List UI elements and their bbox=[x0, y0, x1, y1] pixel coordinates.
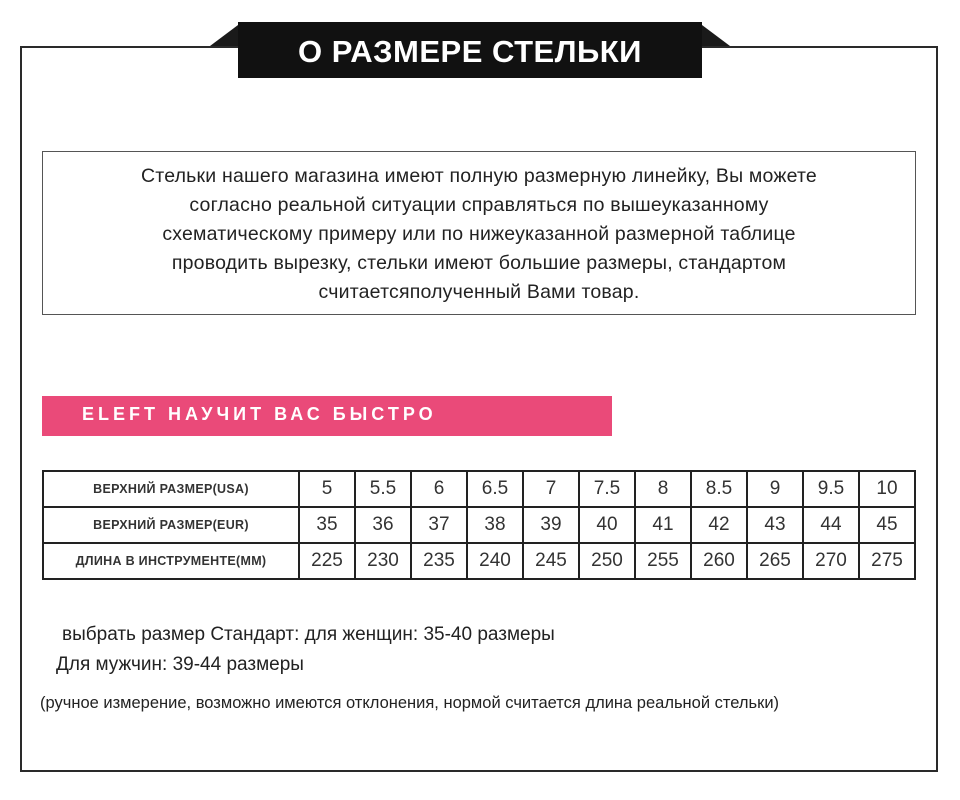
size-table bbox=[42, 470, 916, 580]
notice-line: считаетсяполученный Вами товар. bbox=[318, 281, 640, 303]
table-row bbox=[43, 507, 915, 543]
table-cell: 45 bbox=[859, 507, 915, 543]
table-cell: 235 bbox=[411, 543, 467, 579]
table-cell: 42 bbox=[691, 507, 747, 543]
table-cell: 275 bbox=[859, 543, 915, 579]
table-cell: 8.5 bbox=[691, 471, 747, 507]
table-cell: 38 bbox=[467, 507, 523, 543]
banner-right-fold bbox=[698, 22, 730, 46]
notice-box bbox=[42, 151, 916, 315]
table-cell: 9 bbox=[747, 471, 803, 507]
table-cell: 36 bbox=[355, 507, 411, 543]
promo-bar bbox=[42, 396, 612, 436]
notice-line: Стельки нашего магазина имеют полную размерную линейку, Вы можете bbox=[141, 165, 817, 187]
table-cell: 10 bbox=[859, 471, 915, 507]
table-cell: 240 bbox=[467, 543, 523, 579]
table-cell: 8 bbox=[635, 471, 691, 507]
table-cell: 44 bbox=[803, 507, 859, 543]
table-cell: 230 bbox=[355, 543, 411, 579]
table-cell: 245 bbox=[523, 543, 579, 579]
notice-line: проводить вырезку, стельки имеют большие размеры, стандартом bbox=[171, 252, 787, 274]
row-label: ВЕРХНИЙ РАЗМЕР(USA) bbox=[43, 471, 299, 507]
row-label: ДЛИНА В ИНСТРУМЕНТЕ(MM) bbox=[43, 543, 299, 579]
table-cell: 5.5 bbox=[355, 471, 411, 507]
table-cell: 270 bbox=[803, 543, 859, 579]
table-cell: 5 bbox=[299, 471, 355, 507]
table-cell: 41 bbox=[635, 507, 691, 543]
table-cell: 37 bbox=[411, 507, 467, 543]
page-title: О РАЗМЕРЕ СТЕЛЬКИ bbox=[238, 22, 702, 78]
table-cell: 255 bbox=[635, 543, 691, 579]
footnote: (ручное измерение, возможно имеются отклонения, нормой считается длина реальной стельки) bbox=[40, 694, 780, 712]
table-row bbox=[43, 543, 915, 579]
table-cell: 6 bbox=[411, 471, 467, 507]
promo-text: ELEFT НАУЧИТ ВАС БЫСТРО bbox=[82, 404, 437, 424]
row-label: ВЕРХНИЙ РАЗМЕР(EUR) bbox=[43, 507, 299, 543]
table-cell: 43 bbox=[747, 507, 803, 543]
table-cell: 39 bbox=[523, 507, 579, 543]
title-banner bbox=[210, 22, 730, 78]
table-cell: 250 bbox=[579, 543, 635, 579]
table-cell: 260 bbox=[691, 543, 747, 579]
table-cell: 6.5 bbox=[467, 471, 523, 507]
table-cell: 7.5 bbox=[579, 471, 635, 507]
notice-line: схематическому примеру или по нижеуказанной размерной таблице bbox=[162, 223, 796, 245]
table-cell: 265 bbox=[747, 543, 803, 579]
table-cell: 9.5 bbox=[803, 471, 859, 507]
notice-line: согласно реальной ситуации справляться по вышеуказанному bbox=[189, 194, 769, 216]
standard-size-text: выбрать размер Стандарт: для женщин: 35-40 размеры bbox=[62, 624, 555, 645]
table-cell: 40 bbox=[579, 507, 635, 543]
table-cell: 7 bbox=[523, 471, 579, 507]
table-row bbox=[43, 471, 915, 507]
table-cell: 225 bbox=[299, 543, 355, 579]
table-cell: 35 bbox=[299, 507, 355, 543]
men-size-text: Для мужчин: 39-44 размеры bbox=[56, 654, 304, 675]
